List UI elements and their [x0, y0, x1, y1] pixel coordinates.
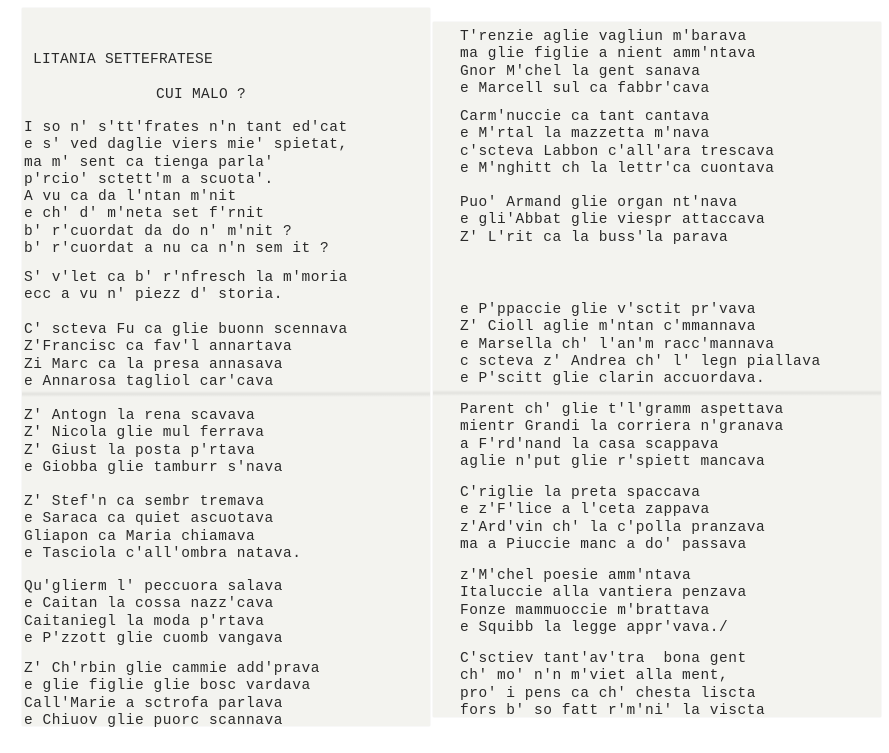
verse-line: e Marcell sul ca fabbr'cava — [460, 80, 710, 97]
stanza-right-8 — [460, 651, 765, 720]
verse-line: Z' Cioll aglie m'ntan c'mmannava — [460, 319, 757, 336]
verse-line: e Giobba glie tamburr s'nava — [24, 459, 284, 476]
verse-line: z'M'chel poesie amm'ntava — [460, 568, 692, 584]
stanza-right-1 — [460, 29, 756, 98]
stanza-left-4 — [24, 408, 283, 477]
stanza-right-5 — [460, 402, 784, 471]
stanza-right-2 — [460, 109, 775, 178]
stanza-left-1 — [24, 120, 348, 258]
poem-title: LITANIA SETTEFRATESE — [33, 52, 214, 68]
verse-line: I so n' s'tt'frates n'n tant ed'cat — [24, 120, 348, 136]
verse-line: Parent ch' glie t'l'gramm aspettava — [460, 402, 784, 418]
verse-line: ecc a vu n' piezz d' storia. — [24, 287, 284, 304]
right-page — [433, 22, 881, 717]
verse-line: mientr Grandi la corriera n'granava — [460, 419, 784, 436]
stanza-left-5 — [24, 494, 302, 563]
verse-line: e Tasciola c'all'ombra natava. — [24, 545, 302, 562]
verse-line: ma m' sent ca tienga parla' — [24, 154, 274, 171]
verse-line: e Annarosa tagliol car'cava — [24, 373, 274, 390]
verse-line: p'rcio' sctett'm a scuota'. — [24, 171, 274, 188]
verse-line: Call'Marie a sctrofa parlava — [24, 695, 284, 712]
verse-line: Caitaniegl la moda p'rtava — [24, 613, 265, 630]
verse-line: Z' Nicola glie mul ferrava — [24, 425, 265, 442]
verse-line: ma a Piuccie manc a do' passava — [460, 536, 747, 553]
stanza-left-3 — [24, 322, 348, 391]
page-fold — [433, 390, 881, 396]
verse-line: e z'F'lice a l'ceta zappava — [460, 502, 710, 519]
verse-line: b' r'cuordat a nu ca n'n sem it ? — [24, 241, 330, 258]
verse-line: a F'rd'nand la casa scappava — [460, 436, 720, 453]
verse-line: e Chiuov glie puorc scannava — [24, 712, 284, 729]
verse-line: e gli'Abbat glie viespr attaccava — [460, 212, 766, 229]
verse-line: Z' Stef'n ca sembr tremava — [24, 494, 265, 510]
verse-line: e P'zzott glie cuomb vangava — [24, 630, 284, 647]
stanza-right-4 — [460, 302, 821, 388]
verse-line: Gliapon ca Maria chiamava — [24, 528, 256, 545]
verse-line: Z'Francisc ca fav'l annartava — [24, 339, 293, 356]
verse-line: pro' i pens ca ch' chesta liscta — [460, 685, 757, 702]
verse-line: C'sctiev tant'av'tra bona gent — [460, 651, 747, 667]
stanza-right-3 — [460, 195, 765, 247]
verse-line: b' r'cuordat da do n' m'nit ? — [24, 223, 293, 240]
verse-line: ma glie figlie a nient amm'ntava — [460, 46, 757, 63]
verse-line: e P'ppaccie glie v'sctit pr'vava — [460, 302, 757, 318]
stanza-left-6 — [24, 579, 283, 648]
verse-line: S' v'let ca b' r'nfresch la m'moria — [24, 270, 348, 286]
verse-line: aglie n'put glie r'spiett mancava — [460, 453, 766, 470]
verse-line: e Squibb la legge appr'vava./ — [460, 619, 729, 636]
verse-line: Zi Marc ca la presa annasava — [24, 356, 284, 373]
verse-line: z'Ard'vin ch' la c'polla pranzava — [460, 519, 766, 536]
verse-line: Z' Antogn la rena scavava — [24, 408, 256, 424]
verse-line: Puo' Armand glie organ nt'nava — [460, 195, 738, 211]
verse-line: e Saraca ca quiet ascuotava — [24, 511, 274, 528]
verse-line: Z' Giust la posta p'rtava — [24, 442, 256, 459]
verse-line: Carm'nuccie ca tant cantava — [460, 109, 710, 125]
verse-line: A vu ca da l'ntan m'nit — [24, 189, 237, 206]
verse-line: C' scteva Fu ca glie buonn scennava — [24, 322, 348, 338]
verse-line: C'riglie la preta spaccava — [460, 485, 701, 501]
verse-line: c'scteva Labbon c'all'ara trescava — [460, 143, 775, 160]
verse-line: T'renzie aglie vagliun m'barava — [460, 29, 747, 45]
stanza-left-2 — [24, 270, 348, 305]
verse-line: fors b' so fatt r'm'ni' la viscta — [460, 702, 766, 719]
verse-line: c scteva z' Andrea ch' l' legn piallava — [460, 353, 821, 370]
stanza-left-7 — [24, 661, 320, 730]
stanza-right-7 — [460, 568, 747, 637]
verse-line: e P'scitt glie clarin accuordava. — [460, 371, 766, 388]
left-page — [22, 8, 430, 729]
poem-subtitle: CUI MALO ? — [156, 87, 247, 103]
verse-line: e Caitan la cossa nazz'cava — [24, 596, 274, 613]
verse-line: ch' mo' n'n m'viet alla ment, — [460, 668, 729, 685]
verse-line: Fonze mammuoccie m'brattava — [460, 602, 710, 619]
verse-line: Gnor M'chel la gent sanava — [460, 63, 701, 80]
verse-line: Z' L'rit ca la buss'la parava — [460, 229, 729, 246]
page-fold — [22, 391, 430, 397]
verse-line: e M'rtal la mazzetta m'nava — [460, 126, 710, 143]
verse-line: e ch' d' m'neta set f'rnit — [24, 206, 265, 223]
verse-line: e M'nghitt ch la lettr'ca cuontava — [460, 160, 775, 177]
stanza-right-6 — [460, 485, 765, 554]
verse-line: Z' Ch'rbin glie cammie add'prava — [24, 661, 321, 677]
verse-line: Italuccie alla vantiera penzava — [460, 585, 747, 602]
verse-line: e s' ved daglie viers mie' spietat, — [24, 137, 348, 154]
verse-line: e glie figlie glie bosc vardava — [24, 678, 311, 695]
verse-line: Qu'glierm l' peccuora salava — [24, 579, 284, 595]
verse-line: e Marsella ch' l'an'm racc'mannava — [460, 336, 775, 353]
